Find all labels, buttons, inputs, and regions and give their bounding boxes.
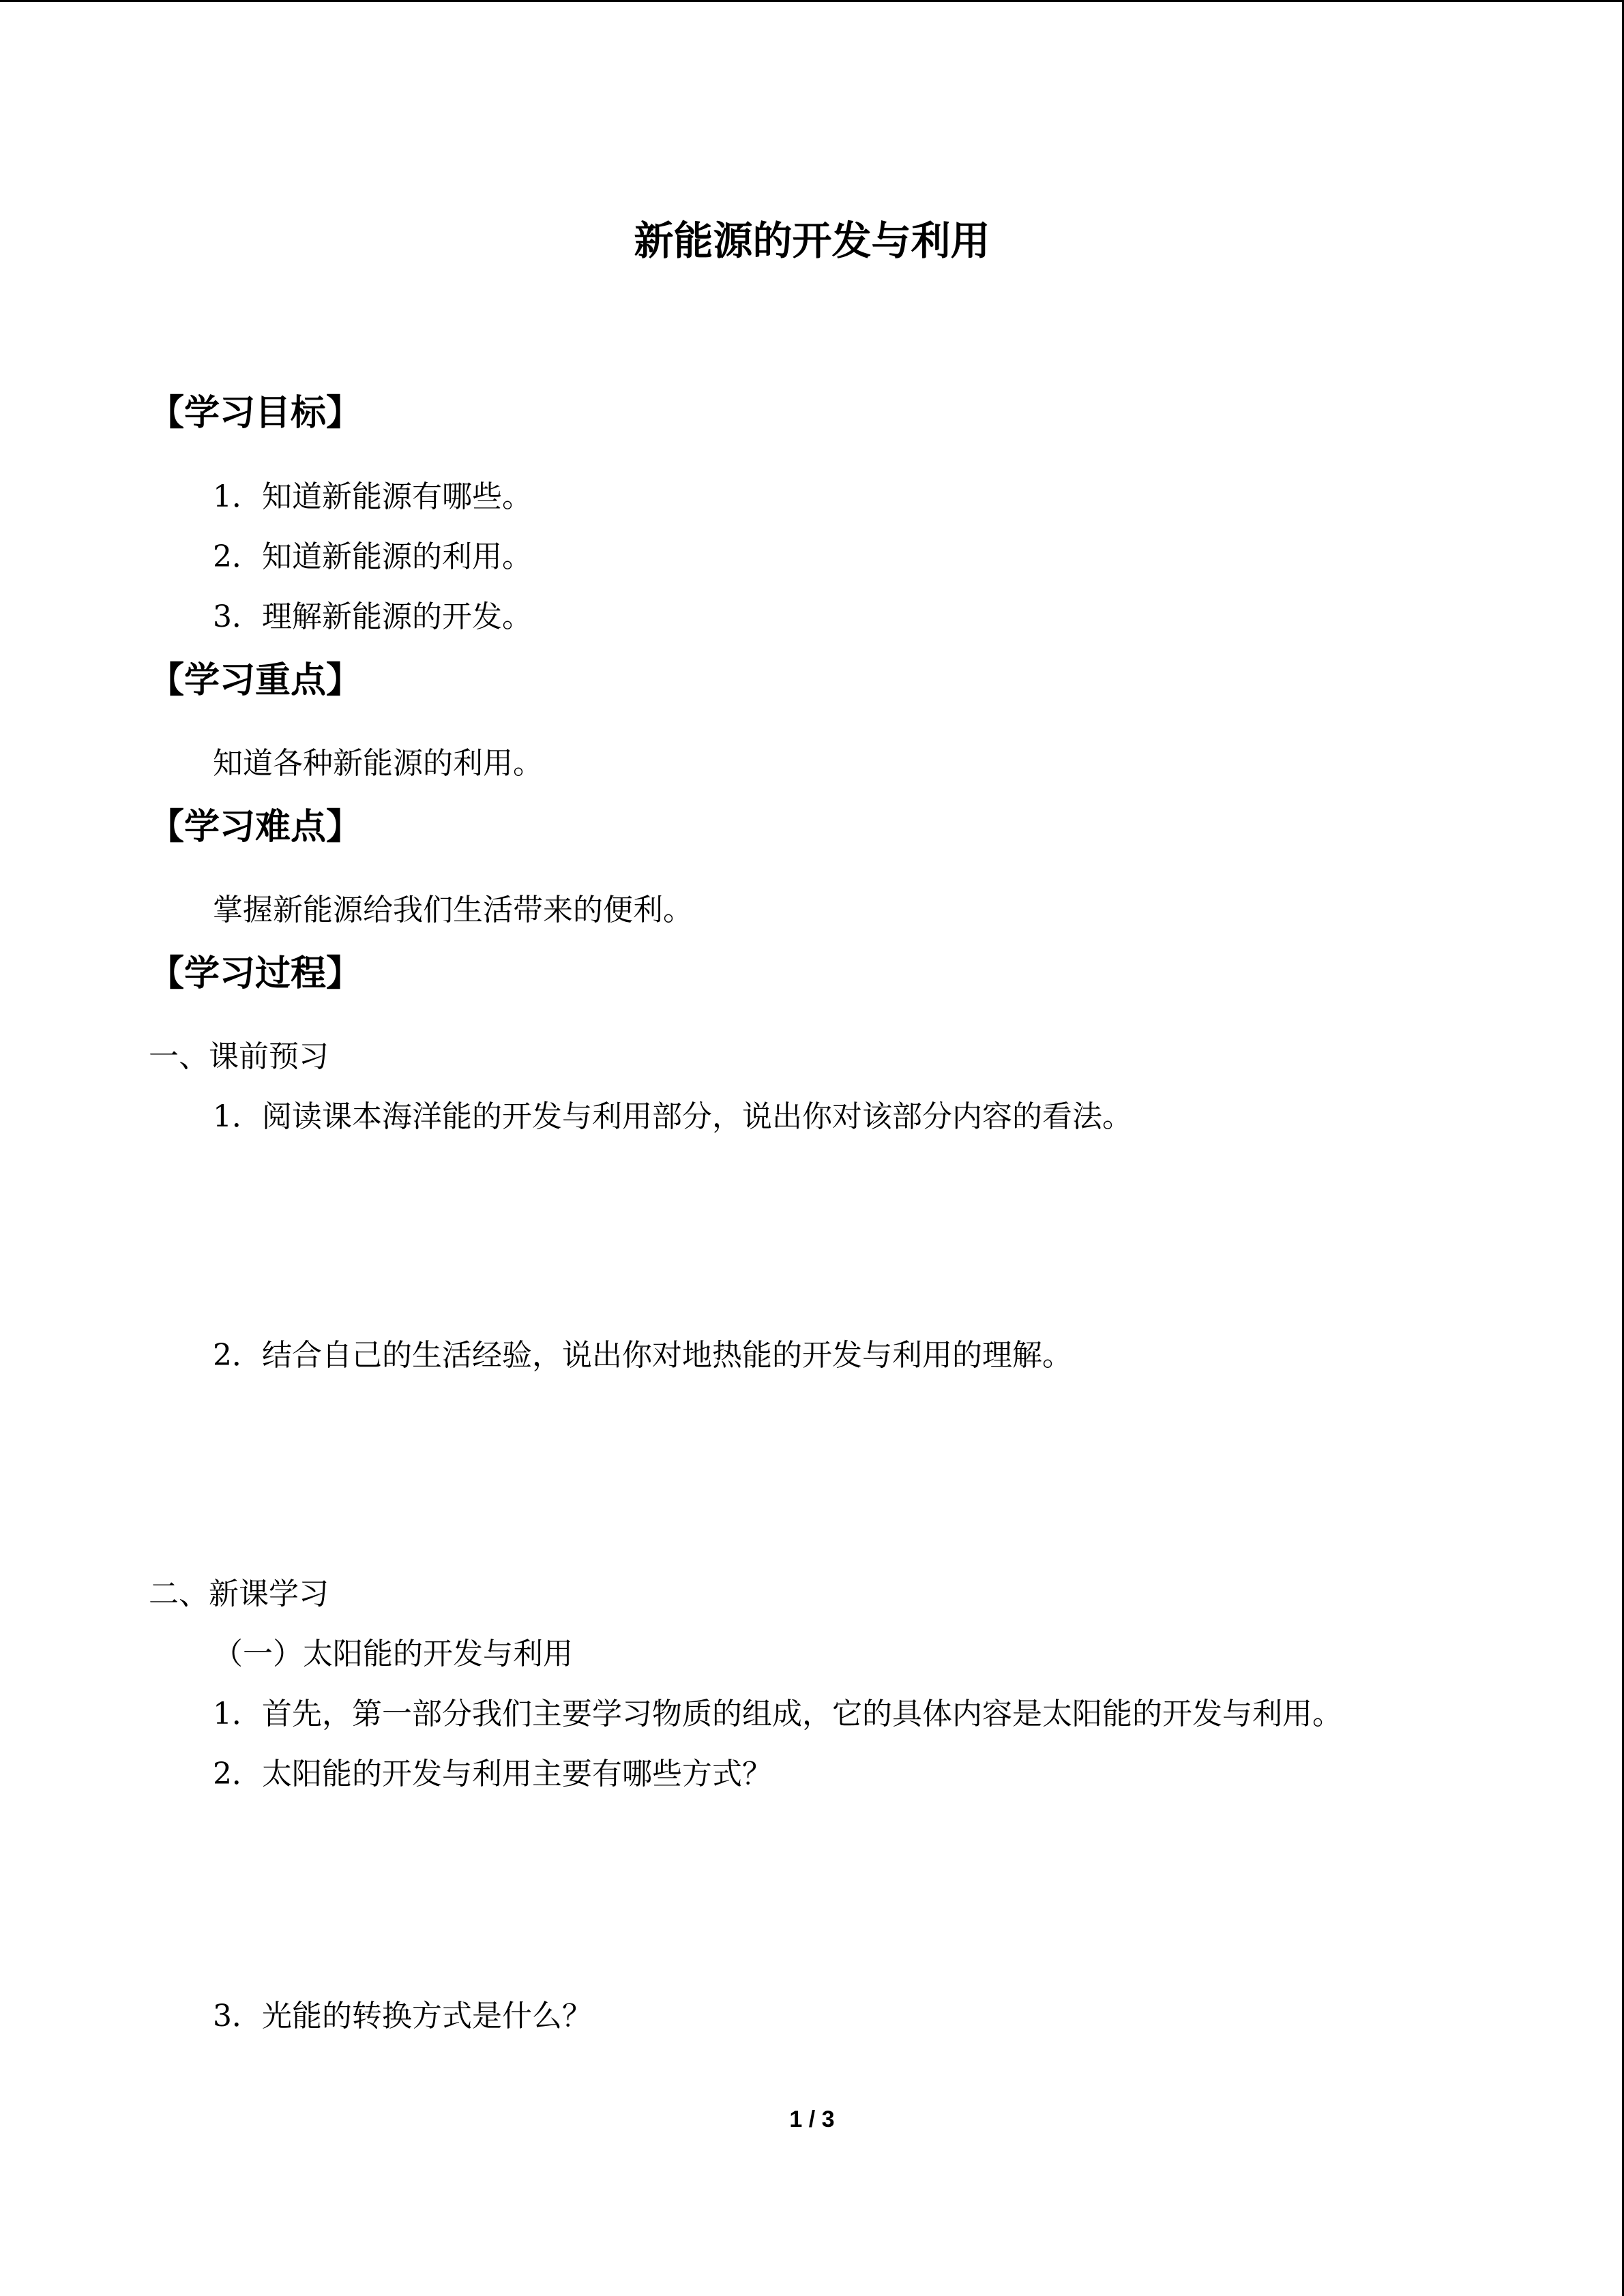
- objective-item-number: 2．: [213, 539, 262, 574]
- document-title: 新能源的开发与利用: [634, 218, 990, 264]
- key-points-heading: 【学习重点】: [149, 660, 362, 701]
- lesson-item: [213, 1996, 592, 2037]
- subsection-title: （一）太阳能的开发与利用: [213, 1637, 573, 1671]
- objective-item-text: 理解新能源的开发。: [262, 599, 532, 634]
- page-number: 1 / 3: [789, 2106, 835, 2132]
- objectives-heading: 【学习目标】: [149, 393, 362, 434]
- objective-item: [213, 537, 532, 578]
- objective-item-number: 3．: [213, 599, 262, 634]
- lesson-item: [213, 1754, 772, 1795]
- process-heading: 【学习过程】: [149, 953, 362, 994]
- preview-item: [213, 1097, 1132, 1137]
- objective-item-text: 知道新能源有哪些。: [262, 479, 532, 514]
- lesson-item-text: 光能的转换方式是什么？: [262, 1999, 592, 2033]
- objective-item-text: 知道新能源的利用。: [262, 539, 532, 574]
- lesson-item-text: 太阳能的开发与利用主要有哪些方式？: [262, 1757, 772, 1791]
- new-lesson-label: 二、新课学习: [149, 1577, 329, 1611]
- difficulties-text: 掌握新能源给我们生活带来的便利。: [213, 893, 693, 927]
- lesson-item-number: 1．: [213, 1697, 262, 1731]
- preview-item-text: 结合自己的生活经验，说出你对地热能的开发与利用的理解。: [262, 1338, 1072, 1373]
- preview-item-number: 2．: [213, 1338, 262, 1373]
- difficulties-heading: 【学习难点】: [149, 807, 362, 848]
- lesson-item-text: 首先，第一部分我们主要学习物质的组成，它的具体内容是太阳能的开发与利用。: [262, 1697, 1342, 1731]
- key-points-text: 知道各种新能源的利用。: [213, 746, 543, 781]
- lesson-item-number: 2．: [213, 1757, 262, 1791]
- preview-item-text: 阅读课本海洋能的开发与利用部分，说出你对该部分内容的看法。: [262, 1099, 1132, 1134]
- preview-item: [213, 1335, 1072, 1376]
- objective-item: [213, 477, 532, 518]
- preview-label: 一、课前预习: [149, 1039, 329, 1074]
- objective-item-number: 1．: [213, 479, 262, 514]
- lesson-item-number: 3．: [213, 1999, 262, 2033]
- preview-item-number: 1．: [213, 1099, 262, 1134]
- lesson-item: [213, 1694, 1342, 1735]
- objective-item: [213, 597, 532, 638]
